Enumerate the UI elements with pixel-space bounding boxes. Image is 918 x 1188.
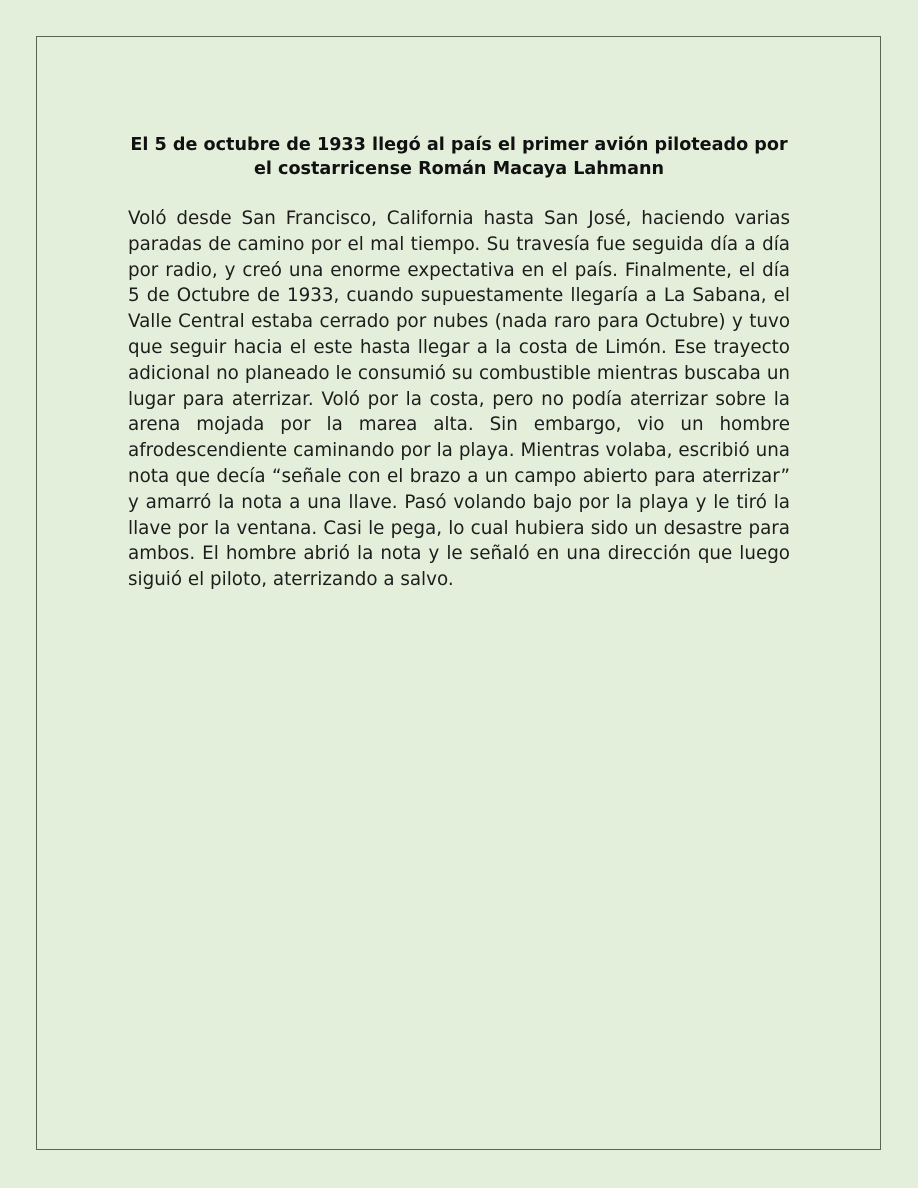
document-title: El 5 de octubre de 1933 llegó al país el primer avión piloteado por el costarricense Román Macaya Lahmann bbox=[130, 135, 788, 179]
document-content bbox=[128, 133, 790, 593]
document-body-paragraph: Voló desde San Francisco, California hasta San José, haciendo varias paradas de camino por el mal tiempo. Su travesía fue seguida día a día por radio, y creó una enorme expectativa en el país. Finalmente, el día 5 de Octubre de 1933, cuando supuestamente llegaría a La Sabana, el Valle Central estaba cerrado por nubes (nada raro para Octubre) y tuvo que seguir hacia el este hasta llegar a la costa de Limón. Ese trayecto adicional no planeado le consumió su combustible mientras buscaba un lugar para aterrizar. Voló por la costa, pero no podía aterrizar sobre la arena mojada por la marea alta. Sin embargo, vio un hombre afrodescendiente caminando por la playa. Mientras volaba, escribió una nota que decía “señale con el brazo a un campo abierto para aterrizar” y amarró la nota a una llave. Pasó volando bajo por la playa y le tiró la llave por la ventana. Casi le pega, lo cual hubiera sido un desastre para ambos. El hombre abrió la nota y le señaló en una dirección que luego siguió el piloto, aterrizando a salvo. bbox=[128, 208, 790, 591]
